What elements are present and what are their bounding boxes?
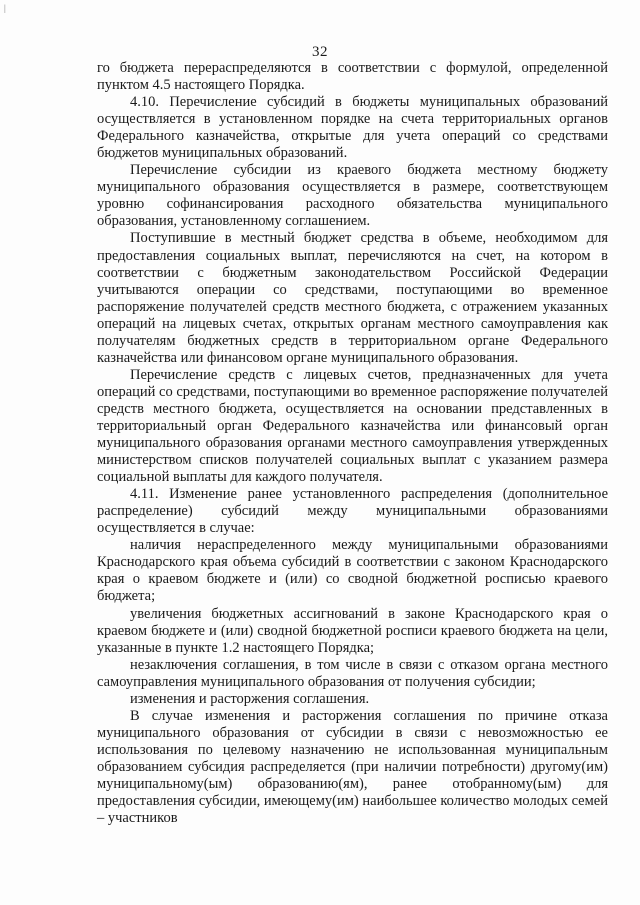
list-item-case: незаключения соглашения, в том числе в связи с отказом органа местного самоуправления муниципального образования от получения субсидии;: [97, 656, 608, 690]
paragraph: Перечисление субсидии из краевого бюджета местному бюджету муниципального образования осуществляется в размере, соответствующем уровню софинансирования расходного обязательства муниципального образования, установленному соглашением.: [97, 162, 608, 230]
list-item-case: наличия нераспределенного между муниципальными образованиями Краснодарского края объема субсидий в соответствии с законом Краснодарского края о краевом бюджете и (или) со сводной бюджетной росписью краевого бюджета;: [97, 537, 608, 605]
paragraph-4-11: 4.11. Изменение ранее установленного распределения (дополнительное распределение) субсидий между муниципальными образованиями осуществляется в случае:: [97, 486, 608, 537]
margin-mark: |: [4, 3, 6, 13]
page-number: 32: [312, 44, 328, 60]
paragraph: Поступившие в местный бюджет средства в объеме, необходимом для предоставления социальных выплат, перечисляются на счет, на котором в соответствии с бюджетным законодательством Российской Федерации учитываются операции со средствами, поступающими во временное распоряжение получателей средств местного бюджета, с отражением указанных операций на лицевых счетах, открытых органам местного самоуправления как получателям бюджетных средств в территориальном органе Федерального казначейства или финансовом органе муниципального образования.: [97, 230, 608, 366]
paragraph-continued: го бюджета перераспределяются в соответствии с формулой, определенной пунктом 4.5 настоящего Порядка.: [97, 60, 608, 94]
list-item-case: изменения и расторжения соглашения.: [130, 690, 370, 707]
paragraph-4-10: 4.10. Перечисление субсидий в бюджеты муниципальных образований осуществляется в установленном порядке на счета территориальных органов Федерального казначейства, открытые для учета операций со средствами бюджетов муниципальных образований.: [97, 94, 608, 162]
paragraph: В случае изменения и расторжения соглашения по причине отказа муниципального образования от субсидии в связи с невозможностью ее использования по целевому назначению не использованная муниципальным образованием субсидия распределяется (при наличии потребности) другому(им) муниципальному(ым) образованию(ям), ранее отобранному(ым) для предоставления субсидии, имеющему(им) наибольшее количество молодых семей – участников: [97, 707, 608, 827]
list-item-case: увеличения бюджетных ассигнований в законе Краснодарского края о краевом бюджете и (или) сводной бюджетной росписи краевого бюджета на цели, указанные в пункте 1.2 настоящего Порядка;: [97, 605, 608, 656]
document-body: [97, 60, 608, 827]
paragraph: Перечисление средств с лицевых счетов, предназначенных для учета операций со средствами, поступающими во временное распоряжение получателей средств местного бюджета, осуществляется на основании представленных в территориальный орган Федерального казначейства или финансовый орган муниципального образования органами местного самоуправления утвержденных министерством списков получателей социальных выплат с указанием размера социальной выплаты для каждого получателя.: [97, 366, 608, 486]
